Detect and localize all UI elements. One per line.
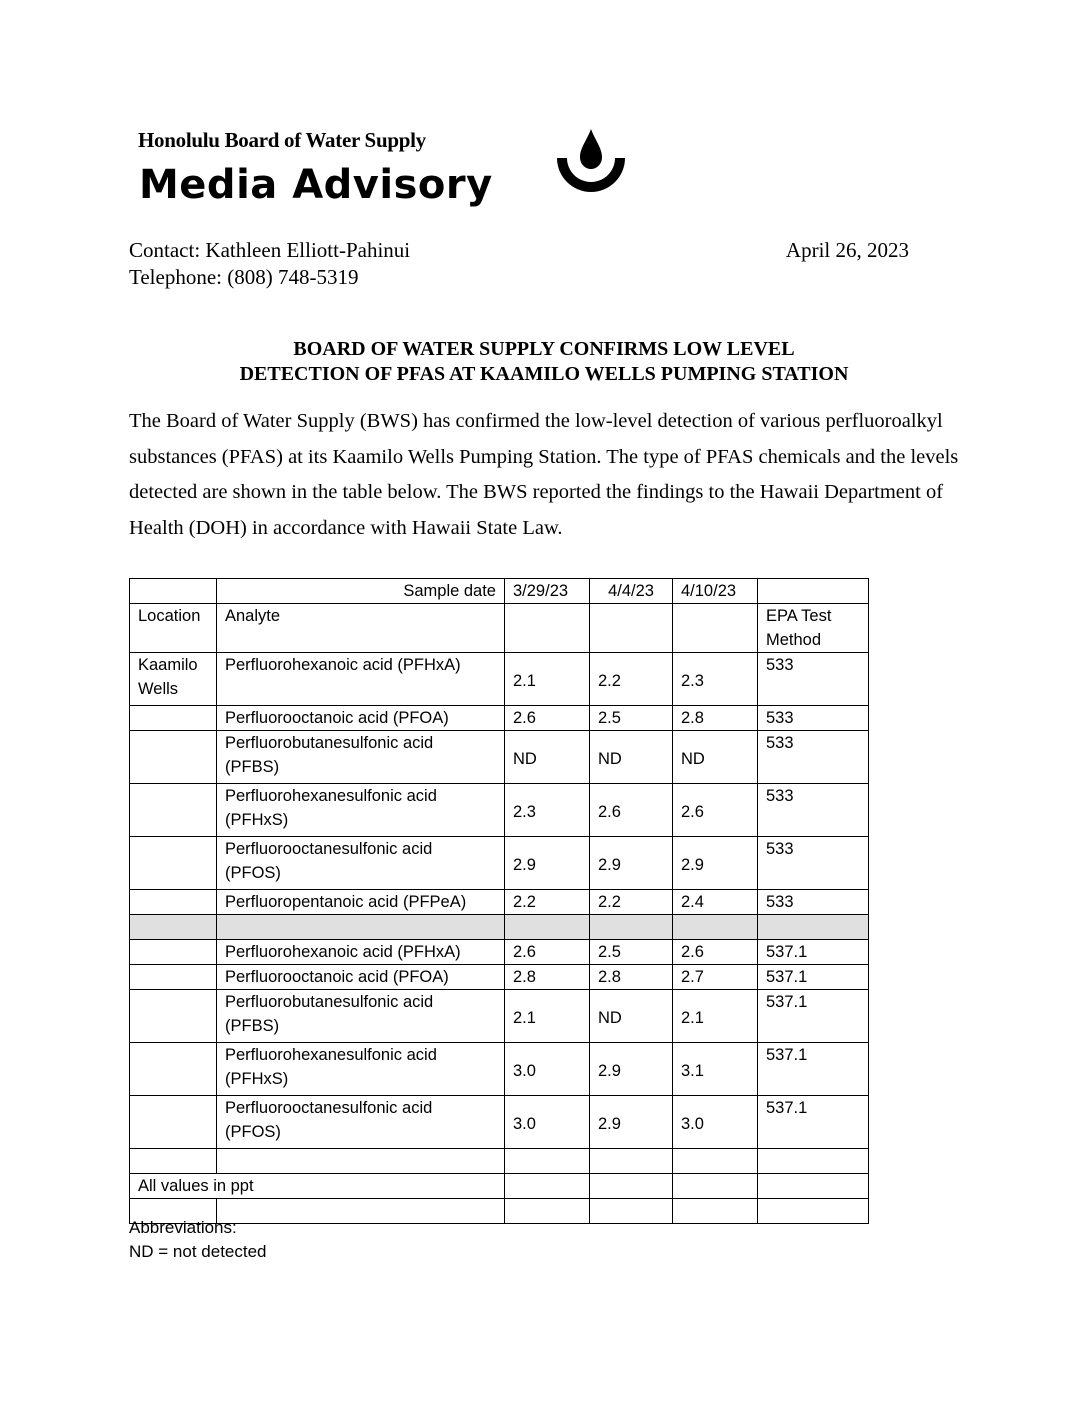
abbreviations-heading: Abbreviations: xyxy=(129,1218,237,1237)
analyte-cell: Perfluorobutanesulfonic acid (PFBS) xyxy=(217,990,505,1043)
location-cell xyxy=(130,731,217,784)
value-cell: 2.9 xyxy=(505,837,590,890)
separator-row xyxy=(130,915,869,940)
method-cell: 533 xyxy=(758,731,869,784)
units-row xyxy=(130,1174,869,1199)
sample-date-1: 3/29/23 xyxy=(505,579,590,604)
location-cell xyxy=(130,837,217,890)
table-row xyxy=(130,731,869,784)
location-cell xyxy=(130,940,217,965)
value-cell: 2.8 xyxy=(505,965,590,990)
value-cell: 2.8 xyxy=(673,706,758,731)
table-row xyxy=(130,706,869,731)
method-cell: 533 xyxy=(758,890,869,915)
abbreviation-nd: ND = not detected xyxy=(129,1242,267,1261)
method-cell: 533 xyxy=(758,653,869,706)
value-cell: 2.2 xyxy=(505,890,590,915)
value-cell: ND xyxy=(673,731,758,784)
analyte-cell: Perfluorohexanoic acid (PFHxA) xyxy=(217,940,505,965)
method-cell: 533 xyxy=(758,706,869,731)
location-cell xyxy=(130,784,217,837)
value-cell: 3.1 xyxy=(673,1043,758,1096)
analyte-cell: Perfluorooctanesulfonic acid (PFOS) xyxy=(217,837,505,890)
analyte-cell: Perfluorooctanoic acid (PFOA) xyxy=(217,965,505,990)
pfas-results-table xyxy=(129,578,869,1224)
value-cell: 2.2 xyxy=(590,653,673,706)
release-date: April 26, 2023 xyxy=(785,238,909,262)
analyte-cell: Perfluorohexanesulfonic acid (PFHxS) xyxy=(217,1043,505,1096)
method-cell: 537.1 xyxy=(758,965,869,990)
value-cell: ND xyxy=(505,731,590,784)
location-label: Location xyxy=(130,604,217,653)
value-cell: 3.0 xyxy=(673,1096,758,1149)
analyte-cell: Perfluorohexanesulfonic acid (PFHxS) xyxy=(217,784,505,837)
organization-name: Honolulu Board of Water Supply xyxy=(138,128,426,152)
abbreviations xyxy=(129,1216,267,1264)
analyte-label: Analyte xyxy=(217,604,505,653)
value-cell: 2.3 xyxy=(505,784,590,837)
value-cell: 2.8 xyxy=(590,965,673,990)
method-label: EPA Test Method xyxy=(758,604,869,653)
value-cell: 2.2 xyxy=(590,890,673,915)
value-cell: 2.1 xyxy=(673,990,758,1043)
sample-date-2: 4/4/23 xyxy=(590,579,673,604)
table-row xyxy=(130,1096,869,1149)
headline xyxy=(129,337,959,387)
water-drop-icon xyxy=(553,126,629,202)
value-cell: 2.6 xyxy=(673,784,758,837)
value-cell: 2.9 xyxy=(590,1096,673,1149)
value-cell: 2.4 xyxy=(673,890,758,915)
location-cell xyxy=(130,1096,217,1149)
contact-phone: Telephone: (808) 748-5319 xyxy=(129,265,359,289)
analyte-cell: Perfluorooctanoic acid (PFOA) xyxy=(217,706,505,731)
value-cell: 2.5 xyxy=(590,706,673,731)
analyte-cell: Perfluorohexanoic acid (PFHxA) xyxy=(217,653,505,706)
table-row xyxy=(130,990,869,1043)
method-cell: 533 xyxy=(758,784,869,837)
method-cell: 537.1 xyxy=(758,1043,869,1096)
table-row xyxy=(130,890,869,915)
value-cell: 2.6 xyxy=(590,784,673,837)
location-cell xyxy=(130,1043,217,1096)
units-note: All values in ppt xyxy=(130,1174,505,1199)
value-cell: 2.6 xyxy=(505,706,590,731)
location-cell xyxy=(130,965,217,990)
value-cell: 2.6 xyxy=(505,940,590,965)
headline-line-2: DETECTION OF PFAS AT KAAMILO WELLS PUMPING STATION xyxy=(239,363,849,385)
table-row xyxy=(130,653,869,706)
sample-date-label: Sample date xyxy=(217,579,505,604)
value-cell: 2.9 xyxy=(590,837,673,890)
value-cell: 2.9 xyxy=(673,837,758,890)
analyte-cell: Perfluoropentanoic acid (PFPeA) xyxy=(217,890,505,915)
value-cell: ND xyxy=(590,990,673,1043)
table-row xyxy=(130,965,869,990)
method-cell: 537.1 xyxy=(758,1096,869,1149)
value-cell: 2.9 xyxy=(590,1043,673,1096)
table-row xyxy=(130,1043,869,1096)
value-cell: 2.7 xyxy=(673,965,758,990)
location-cell: Kaamilo Wells xyxy=(130,653,217,706)
contact-block xyxy=(129,237,410,291)
document-title: Media Advisory xyxy=(139,162,493,208)
table-row xyxy=(130,837,869,890)
table-row xyxy=(130,784,869,837)
method-cell: 537.1 xyxy=(758,940,869,965)
method-cell: 537.1 xyxy=(758,990,869,1043)
value-cell: 3.0 xyxy=(505,1096,590,1149)
body-paragraph: The Board of Water Supply (BWS) has confirmed the low-level detection of various perfluoroalkyl substances (PFAS) at its Kaamilo Wells Pumping Station. The type of PFAS chemicals and the levels detected are shown in the table below. The BWS reported the findings to the Hawaii Department of Health (DOH) in accordance with Hawaii State Law. xyxy=(129,410,959,539)
analyte-cell: Perfluorobutanesulfonic acid (PFBS) xyxy=(217,731,505,784)
location-cell xyxy=(130,990,217,1043)
location-cell xyxy=(130,706,217,731)
value-cell: 2.6 xyxy=(673,940,758,965)
table-row xyxy=(130,940,869,965)
blank-row xyxy=(130,1149,869,1174)
value-cell: 3.0 xyxy=(505,1043,590,1096)
value-cell: 2.1 xyxy=(505,990,590,1043)
method-cell: 533 xyxy=(758,837,869,890)
value-cell: 2.1 xyxy=(505,653,590,706)
contact-name: Contact: Kathleen Elliott-Pahinui xyxy=(129,238,411,262)
location-cell xyxy=(130,890,217,915)
value-cell: 2.3 xyxy=(673,653,758,706)
sample-date-3: 4/10/23 xyxy=(673,579,758,604)
headline-line-1: BOARD OF WATER SUPPLY CONFIRMS LOW LEVEL xyxy=(293,338,795,360)
analyte-cell: Perfluorooctanesulfonic acid (PFOS) xyxy=(217,1096,505,1149)
table-column-labels-row xyxy=(130,604,869,653)
table-header-row xyxy=(130,579,869,604)
value-cell: ND xyxy=(590,731,673,784)
value-cell: 2.5 xyxy=(590,940,673,965)
